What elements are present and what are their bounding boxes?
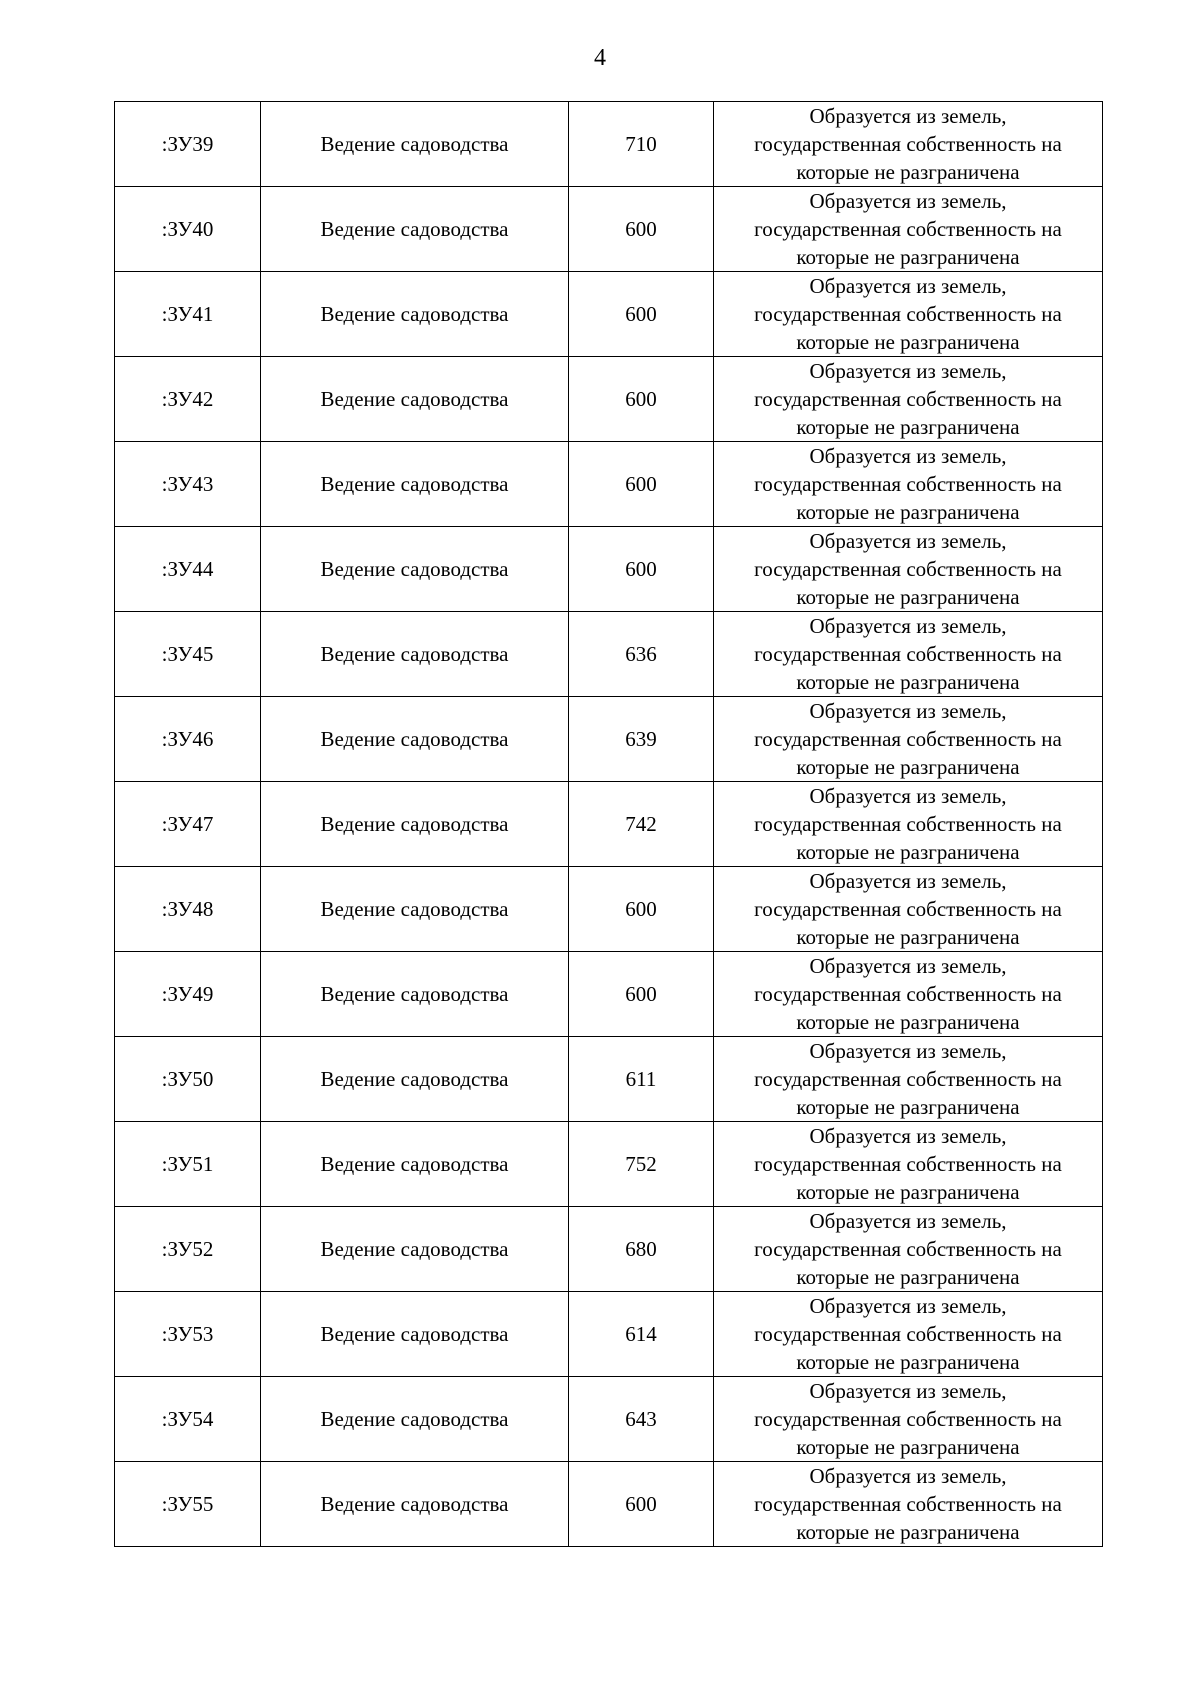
note-cell (714, 867, 1103, 952)
note-line: которые не разграничена (796, 1180, 1020, 1204)
plot-id-cell: :ЗУ55 (115, 1462, 261, 1547)
area-cell: 643 (569, 1377, 714, 1462)
table-row (115, 1462, 1103, 1547)
note-line: Образуется из земель, (809, 529, 1007, 553)
note-line: которые не разграничена (796, 1350, 1020, 1374)
note-line: которые не разграничена (796, 925, 1020, 949)
table-row (115, 782, 1103, 867)
note-line: Образуется из земель, (809, 444, 1007, 468)
note-line: которые не разграничена (796, 670, 1020, 694)
note-line: которые не разграничена (796, 160, 1020, 184)
plot-id-cell: :ЗУ52 (115, 1207, 261, 1292)
note-line: государственная собственность на (754, 812, 1062, 836)
table-row (115, 442, 1103, 527)
land-plots-table (114, 101, 1103, 1547)
note-line: которые не разграничена (796, 1265, 1020, 1289)
table-row (115, 867, 1103, 952)
land-use-cell: Ведение садоводства (261, 272, 569, 357)
area-cell: 680 (569, 1207, 714, 1292)
note-cell (714, 1207, 1103, 1292)
plot-id-cell: :ЗУ42 (115, 357, 261, 442)
land-use-cell: Ведение садоводства (261, 1207, 569, 1292)
land-use-cell: Ведение садоводства (261, 1462, 569, 1547)
area-cell: 614 (569, 1292, 714, 1377)
note-line: государственная собственность на (754, 1152, 1062, 1176)
note-line: которые не разграничена (796, 1520, 1020, 1544)
note-line: государственная собственность на (754, 217, 1062, 241)
plot-id-cell: :ЗУ43 (115, 442, 261, 527)
note-line: которые не разграничена (796, 585, 1020, 609)
table-row (115, 272, 1103, 357)
plot-id-cell: :ЗУ44 (115, 527, 261, 612)
plot-id-cell: :ЗУ39 (115, 102, 261, 187)
plot-id-cell: :ЗУ47 (115, 782, 261, 867)
land-use-cell: Ведение садоводства (261, 1292, 569, 1377)
note-line: государственная собственность на (754, 557, 1062, 581)
note-line: государственная собственность на (754, 1492, 1062, 1516)
table-row (115, 187, 1103, 272)
land-use-cell: Ведение садоводства (261, 612, 569, 697)
page-number: 4 (594, 45, 606, 71)
area-cell: 742 (569, 782, 714, 867)
land-plots-table-body (115, 102, 1103, 1547)
note-line: Образуется из земель, (809, 1209, 1007, 1233)
note-cell (714, 1377, 1103, 1462)
note-line: которые не разграничена (796, 415, 1020, 439)
note-cell (714, 1292, 1103, 1377)
table-row (115, 697, 1103, 782)
note-cell (714, 1462, 1103, 1547)
note-line: Образуется из земель, (809, 1379, 1007, 1403)
land-use-cell: Ведение садоводства (261, 697, 569, 782)
note-cell (714, 102, 1103, 187)
note-line: Образуется из земель, (809, 274, 1007, 298)
note-cell (714, 442, 1103, 527)
plot-id-cell: :ЗУ51 (115, 1122, 261, 1207)
land-use-cell: Ведение садоводства (261, 357, 569, 442)
note-cell (714, 1037, 1103, 1122)
table-row (115, 1292, 1103, 1377)
note-cell (714, 1122, 1103, 1207)
table-row (115, 952, 1103, 1037)
note-line: государственная собственность на (754, 982, 1062, 1006)
table-row (115, 357, 1103, 442)
note-line: которые не разграничена (796, 755, 1020, 779)
area-cell: 752 (569, 1122, 714, 1207)
plot-id-cell: :ЗУ53 (115, 1292, 261, 1377)
area-cell: 611 (569, 1037, 714, 1122)
note-line: государственная собственность на (754, 1322, 1062, 1346)
area-cell: 600 (569, 442, 714, 527)
note-line: которые не разграничена (796, 1095, 1020, 1119)
land-use-cell: Ведение садоводства (261, 442, 569, 527)
plot-id-cell: :ЗУ46 (115, 697, 261, 782)
note-cell (714, 782, 1103, 867)
note-cell (714, 697, 1103, 782)
note-line: Образуется из земель, (809, 954, 1007, 978)
note-line: государственная собственность на (754, 897, 1062, 921)
note-line: которые не разграничена (796, 500, 1020, 524)
land-use-cell: Ведение садоводства (261, 1377, 569, 1462)
note-line: Образуется из земель, (809, 614, 1007, 638)
note-line: Образуется из земель, (809, 359, 1007, 383)
note-line: государственная собственность на (754, 1237, 1062, 1261)
note-line: государственная собственность на (754, 1407, 1062, 1431)
note-line: Образуется из земель, (809, 1039, 1007, 1063)
plot-id-cell: :ЗУ54 (115, 1377, 261, 1462)
table-row (115, 1377, 1103, 1462)
area-cell: 600 (569, 867, 714, 952)
land-use-cell: Ведение садоводства (261, 1122, 569, 1207)
area-cell: 710 (569, 102, 714, 187)
area-cell: 600 (569, 952, 714, 1037)
note-line: государственная собственность на (754, 642, 1062, 666)
area-cell: 600 (569, 1462, 714, 1547)
note-line: которые не разграничена (796, 840, 1020, 864)
area-cell: 636 (569, 612, 714, 697)
note-line: государственная собственность на (754, 132, 1062, 156)
note-line: Образуется из земель, (809, 189, 1007, 213)
plot-id-cell: :ЗУ45 (115, 612, 261, 697)
note-cell (714, 272, 1103, 357)
note-line: Образуется из земель, (809, 784, 1007, 808)
note-line: которые не разграничена (796, 245, 1020, 269)
table-row (115, 527, 1103, 612)
area-cell: 639 (569, 697, 714, 782)
table-row (115, 1122, 1103, 1207)
note-line: которые не разграничена (796, 1435, 1020, 1459)
note-line: государственная собственность на (754, 727, 1062, 751)
land-use-cell: Ведение садоводства (261, 527, 569, 612)
note-line: Образуется из земель, (809, 1124, 1007, 1148)
note-line: государственная собственность на (754, 1067, 1062, 1091)
table-row (115, 1037, 1103, 1122)
land-use-cell: Ведение садоводства (261, 952, 569, 1037)
note-line: Образуется из земель, (809, 869, 1007, 893)
land-use-cell: Ведение садоводства (261, 102, 569, 187)
note-cell (714, 357, 1103, 442)
note-line: государственная собственность на (754, 472, 1062, 496)
area-cell: 600 (569, 527, 714, 612)
plot-id-cell: :ЗУ48 (115, 867, 261, 952)
note-line: Образуется из земель, (809, 699, 1007, 723)
plot-id-cell: :ЗУ50 (115, 1037, 261, 1122)
note-line: Образуется из земель, (809, 1464, 1007, 1488)
note-line: которые не разграничена (796, 1010, 1020, 1034)
land-use-cell: Ведение садоводства (261, 867, 569, 952)
note-line: государственная собственность на (754, 302, 1062, 326)
note-line: Образуется из земель, (809, 1294, 1007, 1318)
plot-id-cell: :ЗУ41 (115, 272, 261, 357)
note-line: которые не разграничена (796, 330, 1020, 354)
area-cell: 600 (569, 357, 714, 442)
note-cell (714, 952, 1103, 1037)
table-row (115, 102, 1103, 187)
land-use-cell: Ведение садоводства (261, 1037, 569, 1122)
note-line: государственная собственность на (754, 387, 1062, 411)
note-line: Образуется из земель, (809, 104, 1007, 128)
note-cell (714, 527, 1103, 612)
land-use-cell: Ведение садоводства (261, 782, 569, 867)
area-cell: 600 (569, 272, 714, 357)
plot-id-cell: :ЗУ49 (115, 952, 261, 1037)
note-cell (714, 187, 1103, 272)
plot-id-cell: :ЗУ40 (115, 187, 261, 272)
area-cell: 600 (569, 187, 714, 272)
table-row (115, 1207, 1103, 1292)
land-use-cell: Ведение садоводства (261, 187, 569, 272)
table-row (115, 612, 1103, 697)
note-cell (714, 612, 1103, 697)
